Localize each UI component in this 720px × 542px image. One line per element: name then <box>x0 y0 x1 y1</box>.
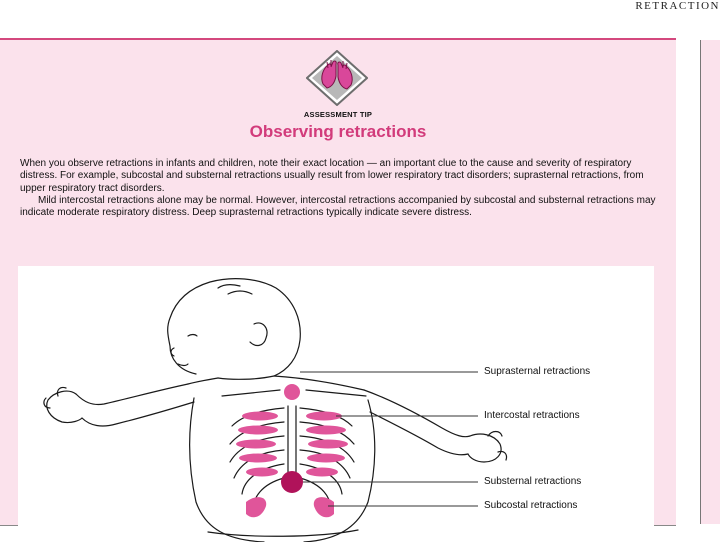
tip-title: Observing retractions <box>249 122 427 141</box>
retraction-illustration <box>18 266 654 542</box>
tip-label: ASSESSMENT TIP <box>303 110 373 119</box>
callout-subcostal: Subcostal retractions <box>484 500 578 511</box>
adjacent-panel-edge <box>700 40 720 524</box>
paragraph: Mild intercostal retractions alone may be normal. However, intercostal retractions accompanied by subcostal and substernal retractions may indicate moderate respiratory distress. Deep suprasternal retractions typically indicate severe distress. <box>20 194 656 219</box>
callout-suprasternal: Suprasternal retractions <box>484 366 591 377</box>
hands-icon <box>306 50 368 106</box>
callout-substernal: Substernal retractions <box>484 476 582 487</box>
assessment-tip-panel <box>0 38 676 526</box>
callout-intercostal: Intercostal retractions <box>484 410 580 421</box>
running-header: RETRACTION <box>635 0 720 12</box>
tip-body <box>20 158 662 219</box>
paragraph: When you observe retractions in infants and children, note their exact location — an important clue to the cause and severity of respiratory distress. For example, subcostal and substernal retractions usually result from lower respiratory tract disorders; suprasternal retractions, from upper respiratory tract disorders. <box>20 158 644 194</box>
